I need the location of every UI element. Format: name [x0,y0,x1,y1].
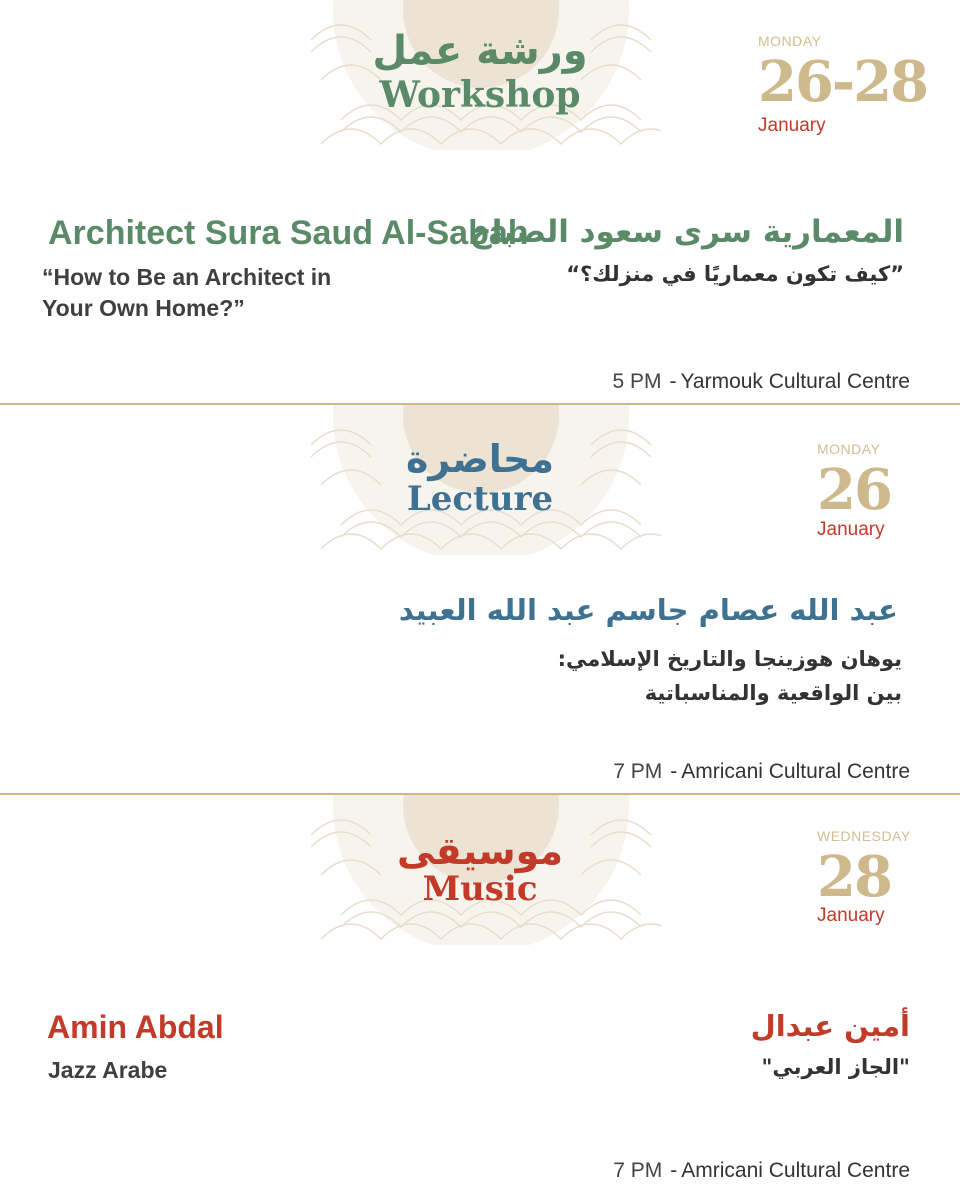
event-venue: Amricani Cultural Centre [681,760,910,783]
speaker-name-english: Architect Sura Saud Al-Sabah [48,214,529,252]
date-month: January [758,115,826,136]
speaker-name-arabic: عبد الله عصام جاسم عبد الله العبيد [398,593,898,627]
event-time: 7 PM [613,1159,663,1182]
event-lecture [0,405,960,793]
date-day: MONDAY [817,441,881,457]
date-number: 26 [817,457,891,523]
date-number: 28 [817,844,891,910]
separator: - [670,760,678,783]
speaker-name-english: Amin Abdal [47,1009,224,1045]
event-venue: Amricani Cultural Centre [681,1159,910,1182]
talk-title-english: Jazz Arabe [48,1057,168,1083]
speaker-name-arabic: المعمارية سرى سعود الصباح [469,214,904,250]
event-workshop [0,0,960,403]
date-month: January [817,905,885,926]
category-arabic: محاضرة [406,437,554,481]
date-number: 26-28 [758,49,928,115]
event-time-venue [613,1159,910,1183]
category-arabic: ورشة عمل [372,28,588,74]
speaker-name-arabic: أمين عبدال [750,1009,910,1043]
separator: - [670,1159,678,1182]
date-month: January [817,519,885,540]
event-time-venue [613,760,910,784]
category-english: Workshop [379,74,581,116]
event-time: 7 PM [613,760,663,783]
talk-title-english: “How to Be an Architect in Your Own Home?” [42,264,332,321]
talk-title-arabic: "الجاز العربي" [761,1055,910,1079]
event-venue: Yarmouk Cultural Centre [680,370,910,393]
date-day: WEDNESDAY [817,828,911,844]
date-day: MONDAY [758,33,822,49]
category-english: Lecture [406,479,554,519]
talk-title-arabic: ”كيف تكون معماريًا في منزلك؟“ [566,262,904,286]
category-arabic: موسيقى [396,829,564,873]
event-music [0,795,960,1200]
talk-title-arabic-line1: يوهان هوزينجا والتاريخ الإسلامي: [557,647,902,671]
category-english: Music [422,869,538,909]
separator: - [669,370,677,393]
talk-title-arabic-line2: بين الواقعية والمناسباتية [644,681,902,705]
event-time-venue [612,370,910,394]
event-time: 5 PM [612,370,662,393]
